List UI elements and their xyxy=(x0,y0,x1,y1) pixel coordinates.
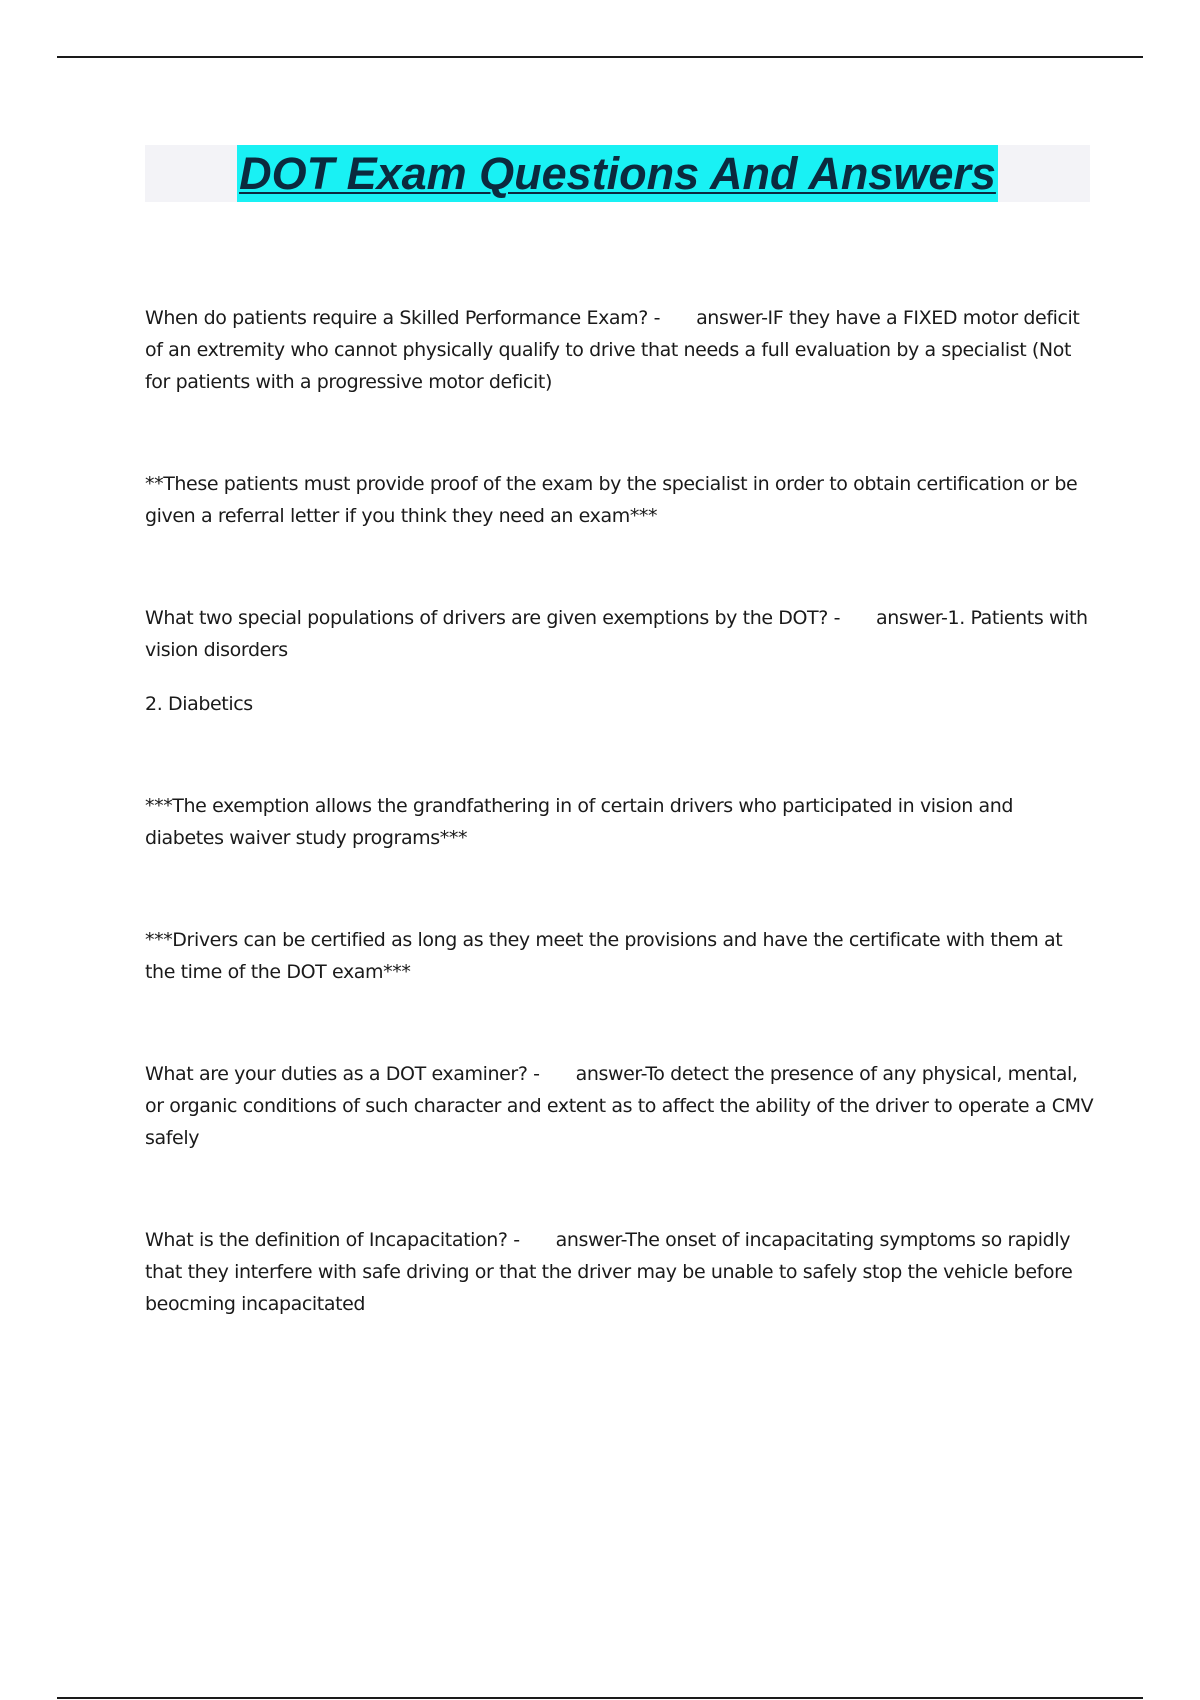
note-block-2: ***The exemption allows the grandfathering in of certain drivers who participated in vision and diabetes waiver study programs*** xyxy=(145,795,1014,849)
question-text: What are your duties as a DOT examiner? - xyxy=(145,1063,540,1085)
document-body xyxy=(145,302,1095,1320)
answer-text: answer-IF they have a FIXED motor deficit of an extremity who cannot physically qualify to drive that needs a full evaluation by a specialist (Not for patients with a progressive motor deficit) xyxy=(145,307,1080,393)
qa-block-4 xyxy=(145,1224,1095,1320)
qa-block-1 xyxy=(145,302,1095,398)
qa-block-3 xyxy=(145,1058,1095,1154)
answer-text: answer-1. Patients with vision disorders xyxy=(145,607,1088,661)
answer-text: answer-The onset of incapacitating symptoms so rapidly that they interfere with safe driving or that the driver may be unable to safely stop the vehicle before beocming incapacitated xyxy=(145,1229,1073,1315)
qa-block-2 xyxy=(145,602,1095,666)
answer-continuation: 2. Diabetics xyxy=(145,693,253,715)
note-block-1: **These patients must provide proof of the exam by the specialist in order to obtain certification or be given a referral letter if you think they need an exam*** xyxy=(145,473,1078,527)
bottom-rule xyxy=(57,1697,1143,1699)
answer-text: answer-To detect the presence of any physical, mental, or organic conditions of such character and extent as to affect the ability of the driver to operate a CMV safely xyxy=(145,1063,1094,1149)
title-band xyxy=(145,145,1090,202)
document-title: DOT Exam Questions And Answers xyxy=(237,145,998,202)
question-text: What two special populations of drivers are given exemptions by the DOT? - xyxy=(145,607,841,629)
top-rule xyxy=(57,56,1143,58)
note-block-3: ***Drivers can be certified as long as they meet the provisions and have the certificate with them at the time of the DOT exam*** xyxy=(145,929,1063,983)
question-text: When do patients require a Skilled Performance Exam? - xyxy=(145,307,661,329)
question-text: What is the definition of Incapacitation? - xyxy=(145,1229,520,1251)
